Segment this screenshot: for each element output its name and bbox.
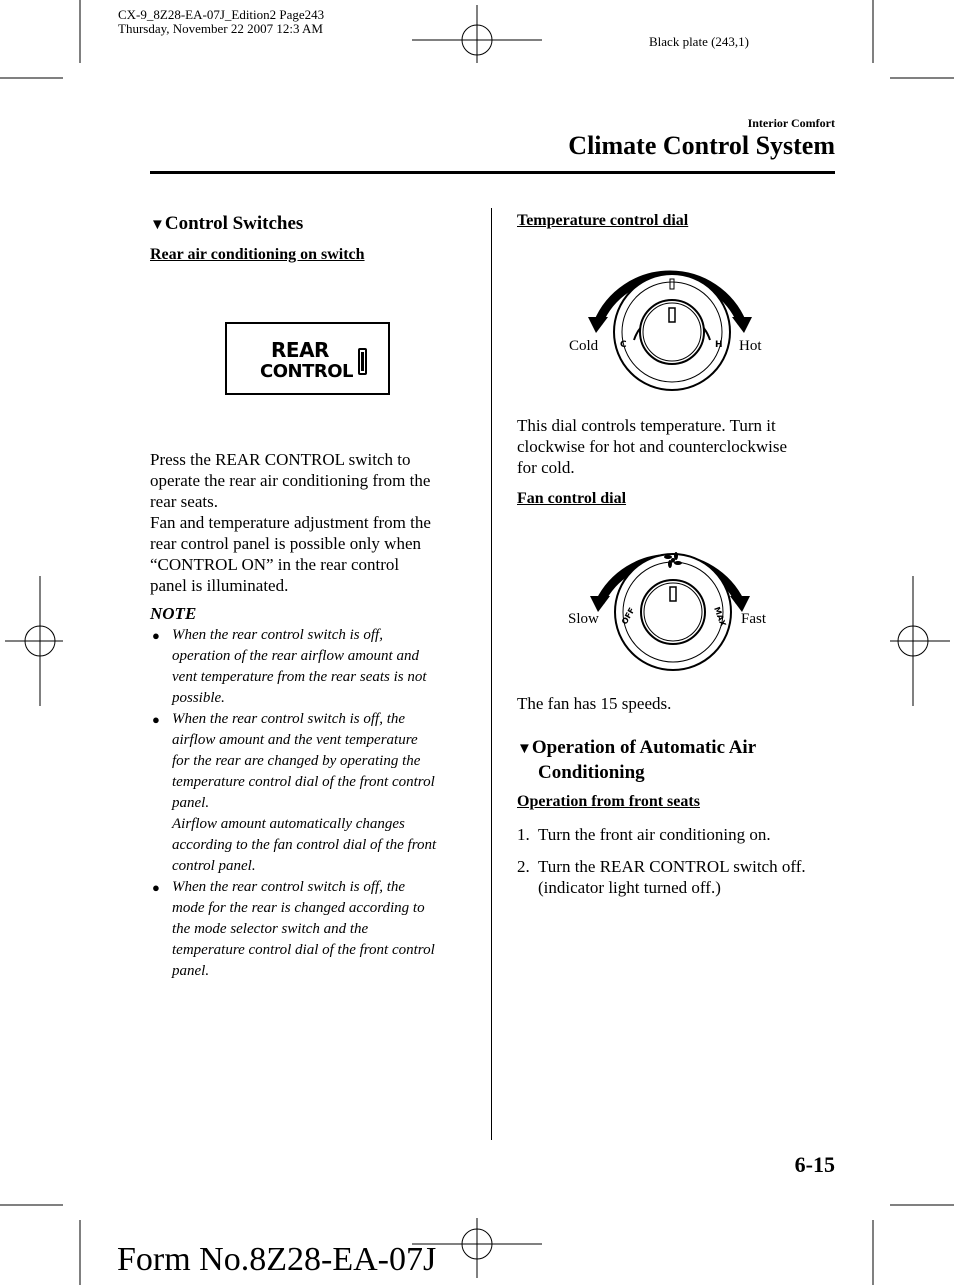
- note-line: Airflow amount automatically changes: [172, 816, 405, 832]
- print-job-line2: Thursday, November 22 2007 12:3 AM: [118, 21, 323, 36]
- panel-text-control: CONTROL: [260, 361, 353, 382]
- note-line: for the rear are changed by operating the: [172, 753, 421, 769]
- step-number: 1.: [517, 825, 530, 844]
- plate-label: Black plate (243,1): [649, 34, 749, 49]
- paragraph-line: Fan and temperature adjustment from the: [150, 513, 431, 532]
- section-label: Interior Comfort: [747, 116, 835, 130]
- note-list: [152, 625, 482, 982]
- front-seats-subheading: Operation from front seats: [517, 793, 700, 810]
- note-line: control panel.: [172, 858, 256, 874]
- page-title: Climate Control System: [568, 131, 835, 160]
- paragraph-line: This dial controls temperature. Turn it: [517, 416, 776, 435]
- column-divider: [491, 208, 492, 1140]
- rear-ac-switch-subheading: Rear air conditioning on switch: [150, 246, 365, 263]
- left-arrowhead-icon: [588, 317, 608, 333]
- paragraph-line: for cold.: [517, 458, 575, 477]
- dial-label-c: C: [620, 340, 627, 350]
- slow-label: Slow: [568, 611, 599, 627]
- control-switches-heading: [150, 212, 303, 237]
- note-title: NOTE: [150, 604, 197, 623]
- temp-dial-subheading: Temperature control dial: [517, 212, 689, 229]
- heading-text: Control Switches: [164, 213, 304, 234]
- note-line: panel.: [172, 795, 210, 811]
- steps-list: [517, 824, 847, 898]
- dial-label-max: MAX: [712, 605, 728, 628]
- note-item: [152, 877, 482, 982]
- note-line: possible.: [172, 690, 225, 706]
- right-arrowhead-icon: [730, 596, 750, 612]
- paragraph-line: operate the rear air conditioning from the: [150, 471, 431, 490]
- step-line: Turn the front air conditioning on.: [538, 825, 771, 844]
- print-job-header: [118, 8, 324, 36]
- paragraph-line: Press the REAR CONTROL switch to: [150, 450, 411, 469]
- note-line: When the rear control switch is off, the: [172, 711, 406, 727]
- form-number: Form No.8Z28-EA-07J: [117, 1241, 437, 1278]
- paragraph-line: rear control panel is possible only when: [150, 534, 421, 553]
- note-item: [152, 709, 482, 877]
- fan-dial-subheading: Fan control dial: [517, 490, 627, 507]
- paragraph-line: panel is illuminated.: [150, 576, 289, 595]
- heading-line: Operation of Automatic Air: [531, 737, 757, 758]
- hot-label: Hot: [739, 338, 762, 354]
- auto-ac-heading: [517, 736, 837, 784]
- step-line: Turn the REAR CONTROL switch off.: [538, 857, 806, 876]
- step-number: 2.: [517, 857, 530, 876]
- fan-dial-illustration: [570, 530, 770, 675]
- print-job-line1: CX-9_8Z28-EA-07J_Edition2 Page243: [118, 7, 325, 22]
- note-line: vent temperature from the rear seats is not: [172, 669, 427, 685]
- fan-speeds-text: The fan has 15 speeds.: [517, 694, 672, 713]
- step-item: [517, 856, 847, 898]
- dial-label-h: H: [715, 340, 723, 350]
- bullet-icon: ●: [152, 628, 160, 643]
- cold-label: Cold: [569, 338, 599, 354]
- note-line: according to the fan control dial of the front: [172, 837, 437, 853]
- note-line: operation of the rear airflow amount and: [172, 648, 419, 664]
- note-line: mode for the rear is changed according to: [172, 900, 425, 916]
- note-line: panel.: [172, 963, 210, 979]
- note-line: When the rear control switch is off,: [172, 627, 383, 643]
- temp-knob: [640, 300, 704, 364]
- note-line: airflow amount and the vent temperature: [172, 732, 418, 748]
- left-arrowhead-icon: [590, 596, 610, 612]
- paragraph-line: clockwise for hot and counterclockwise: [517, 437, 788, 456]
- note-line: the mode selector switch and the: [172, 921, 369, 937]
- bullet-icon: ●: [152, 880, 160, 895]
- dial-label-off: OFF: [619, 606, 637, 626]
- header-rule: [150, 171, 835, 174]
- page-number: 6-15: [794, 1152, 835, 1177]
- temperature-dial-illustration: [570, 255, 770, 395]
- paragraph-line: rear seats.: [150, 492, 218, 511]
- note-line: When the rear control switch is off, the: [172, 879, 406, 895]
- note-item: [152, 625, 482, 709]
- triangle-marker-icon: ▼: [150, 217, 165, 233]
- right-arrowhead-icon: [732, 317, 752, 333]
- triangle-marker-icon: ▼: [517, 741, 532, 757]
- step-line: (indicator light turned off.): [538, 878, 721, 897]
- fast-label: Fast: [741, 611, 767, 627]
- temp-dial-paragraph: [517, 415, 847, 478]
- step-item: [517, 824, 847, 845]
- note-line: temperature control dial of the front control: [172, 774, 435, 790]
- rear-control-switch-illustration: [225, 322, 390, 395]
- fan-knob: [641, 580, 705, 644]
- bullet-icon: ●: [152, 712, 160, 727]
- heading-line: Conditioning: [538, 762, 645, 783]
- note-line: temperature control dial of the front control: [172, 942, 435, 958]
- indicator-light-icon: [358, 348, 367, 375]
- rear-control-paragraph: [150, 449, 480, 596]
- paragraph-line: “CONTROL ON” in the rear control: [150, 555, 400, 574]
- panel-text-rear: REAR: [271, 338, 329, 362]
